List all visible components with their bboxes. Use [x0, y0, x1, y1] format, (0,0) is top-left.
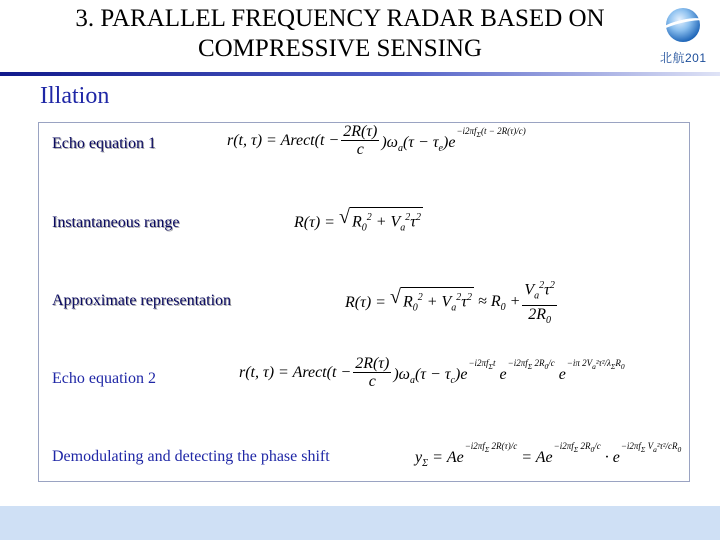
footer-bar: [0, 506, 720, 540]
row-label-demodulating: Demodulating and detecting the phase shift: [52, 448, 330, 465]
row-label-approximate-representation: Approximate representation: [52, 292, 232, 309]
section-subtitle: Illation: [40, 83, 110, 109]
equation-echo-2: r(t, τ) = Arect(t − $\frac{2R(\tau)}{c}$ )$\omega_a(\tau - \tau_c)e^{-i2\pi f_\Sigma t}$ $e^{-i2\pi f_\Sigma 2R_0/c}$ $e^{-i\pi 2V_a^2\tau^2/\lambda_\Sigma R_0}$: [239, 355, 625, 390]
row-label-echo-equation-1: Echo equation 1: [52, 135, 156, 152]
equation-echo-1: r(t, τ) = Arect(t − $\frac{2R(\tau)}{c}$ )$\omega_a(\tau - \tau_e)e^{-i2\pi f_\Sigma(t - 2R(\tau)/c)}$: [227, 123, 526, 158]
slide-title-line-1: 3. PARALLEL FREQUENCY RADAR BASED ON: [75, 5, 605, 32]
equation-instantaneous-range: R(τ) = √ $R_0^2 + V_a^2\tau^2$: [294, 207, 423, 239]
content-panel: [38, 122, 690, 482]
university-logo: [648, 6, 716, 68]
slide-title: [0, 4, 680, 64]
equation-demodulating: $y_\Sigma = Ae^{-i2\pi f_\Sigma 2R(\tau)/c} = Ae^{-i2\pi f_\Sigma 2R_0/c} \cdot e^{-i2\pi f_\Sigma V_a^2\tau^2/cR_0}$: [415, 441, 682, 470]
equation-approximate-representation: R(τ) = √ $R_0^2 + V_a^2\tau^2$ ≈ $R_0$ + $\frac{V_a^2\tau^2}{2R_0}$: [345, 277, 559, 329]
logo-text: 北航201: [660, 51, 707, 65]
slide-title-line-2: COMPRESSIVE SENSING: [197, 35, 483, 62]
title-divider: [0, 72, 720, 76]
row-label-echo-equation-2: Echo equation 2: [52, 370, 156, 387]
row-label-instantaneous-range: Instantaneous range: [52, 214, 180, 231]
